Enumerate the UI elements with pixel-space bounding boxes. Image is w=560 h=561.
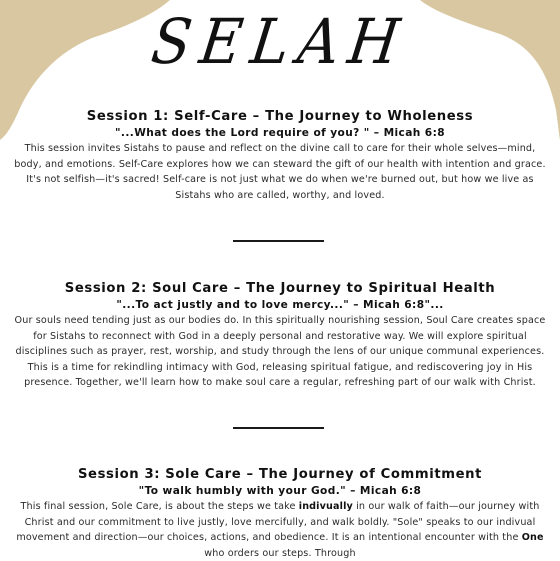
session-3-quote: "To walk humbly with your God." – Micah 6:8 bbox=[138, 485, 422, 497]
section-divider bbox=[233, 240, 324, 242]
session-3-emphasis-one: One bbox=[521, 532, 544, 543]
session-3-body-text: This final session, Sole Care, is about the steps we take bbox=[20, 501, 299, 512]
session-2-body: Our souls need tending just as our bodies do. In this spiritually nourishing session, Soul Care creates space for Sistahs to reconnect with God in a deeply personal and restorative way. We will explore spiritual disciplines such as prayer, rest, worship, and study through the lens of our unique communal experiences. This is a time for rekindling intimacy with God, releasing spiritual fatigue, and rediscovering joy in His presence. Together, we'll learn how to make soul care a regular, refreshing part of our walk with Christ. bbox=[14, 315, 546, 388]
session-3-body-text: who orders our steps. Through bbox=[204, 547, 356, 559]
section-divider bbox=[233, 427, 324, 429]
session-2 bbox=[0, 280, 560, 391]
session-3-body bbox=[0, 499, 560, 561]
session-2-heading: Session 2: Soul Care – The Journey to Spiritual Health bbox=[64, 281, 496, 296]
session-1-body: This session invites Sistahs to pause and reflect on the divine call to care for their whole selves—mind, body, and emotions. Self-Care explores how we can steward the gift of our health with intention and grace. It's not selfish—it's sacred! Self-care is not just what we do when we're burned out, but how we live as Sistahs who are called, worthy, and loved. bbox=[14, 143, 546, 201]
session-3 bbox=[0, 466, 560, 561]
page-title: SELAH bbox=[147, 5, 413, 78]
session-3-emphasis-indivually: indivually bbox=[298, 501, 353, 512]
session-3-body-text: in our walk of faith—our journey with Christ and our commitment to live justly, love mercifully, and walk boldly. "Sole" speaks to our indivual movement and direction—our choices, actions, and obedience. It is an intentional encounter with the bbox=[16, 501, 540, 543]
session-1-heading: Session 1: Self-Care – The Journey to Wholeness bbox=[86, 109, 474, 124]
session-3-heading: Session 3: Sole Care – The Journey of Commitment bbox=[77, 467, 483, 482]
session-1 bbox=[0, 108, 560, 203]
session-2-quote: "...To act justly and to love mercy..." – Micah 6:8"... bbox=[116, 299, 444, 311]
session-1-quote: "...What does the Lord require of you? " – Micah 6:8 bbox=[115, 127, 445, 139]
